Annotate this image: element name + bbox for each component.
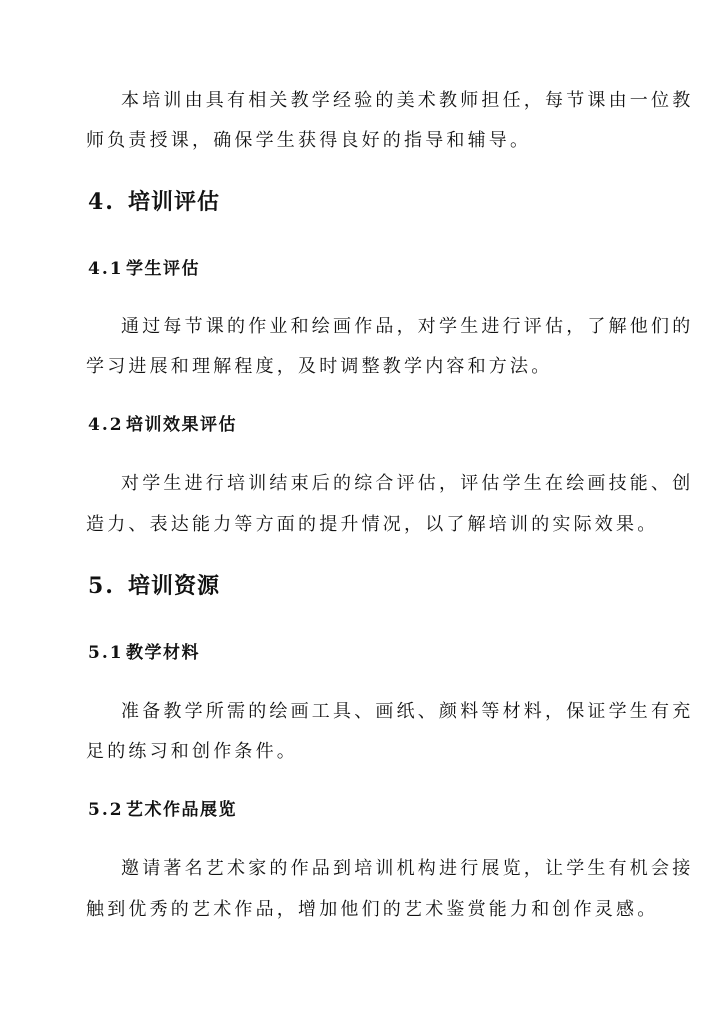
paragraph-line: 造力、表达能力等方面的提升情况，以了解培训的实际效果。	[86, 514, 659, 535]
paragraph-line: 学习进展和理解程度，及时调整教学内容和方法。	[86, 356, 553, 377]
subsection-title: 教学材料	[126, 643, 200, 663]
subsection-heading-4-2	[88, 413, 237, 437]
subsection-title: 学生评估	[126, 259, 200, 279]
paragraph-line: 通过每节课的作业和绘画作品，对学生进行评估，了解他们的	[121, 316, 694, 337]
subsection-heading-5-2	[88, 798, 237, 822]
subsection-number: 5.2	[88, 800, 124, 820]
section-heading-5	[88, 571, 220, 601]
paragraph-line: 准备教学所需的绘画工具、画纸、颜料等材料，保证学生有充	[121, 701, 694, 722]
subsection-number: 4.2	[88, 415, 124, 435]
section-number: 5.	[88, 573, 115, 599]
subsection-heading-4-1	[88, 257, 200, 281]
paragraph-line: 触到优秀的艺术作品，增加他们的艺术鉴赏能力和创作灵感。	[86, 899, 659, 920]
subsection-title: 艺术作品展览	[126, 800, 237, 820]
paragraph-line: 足的练习和创作条件。	[86, 741, 298, 762]
section-title: 培训资源	[128, 573, 221, 599]
paragraph-line: 邀请著名艺术家的作品到培训机构进行展览，让学生有机会接	[121, 858, 694, 879]
paragraph-line: 对学生进行培训结束后的综合评估，评估学生在绘画技能、创	[121, 473, 694, 494]
subsection-number: 5.1	[88, 643, 124, 663]
section-heading-4	[88, 187, 220, 217]
subsection-heading-5-1	[88, 641, 200, 665]
section-title: 培训评估	[128, 189, 221, 215]
section-number: 4.	[88, 189, 115, 215]
paragraph-line: 本培训由具有相关教学经验的美术教师担任，每节课由一位教	[121, 90, 694, 111]
subsection-number: 4.1	[88, 259, 124, 279]
subsection-title: 培训效果评估	[126, 415, 237, 435]
paragraph-line: 师负责授课，确保学生获得良好的指导和辅导。	[86, 130, 532, 151]
